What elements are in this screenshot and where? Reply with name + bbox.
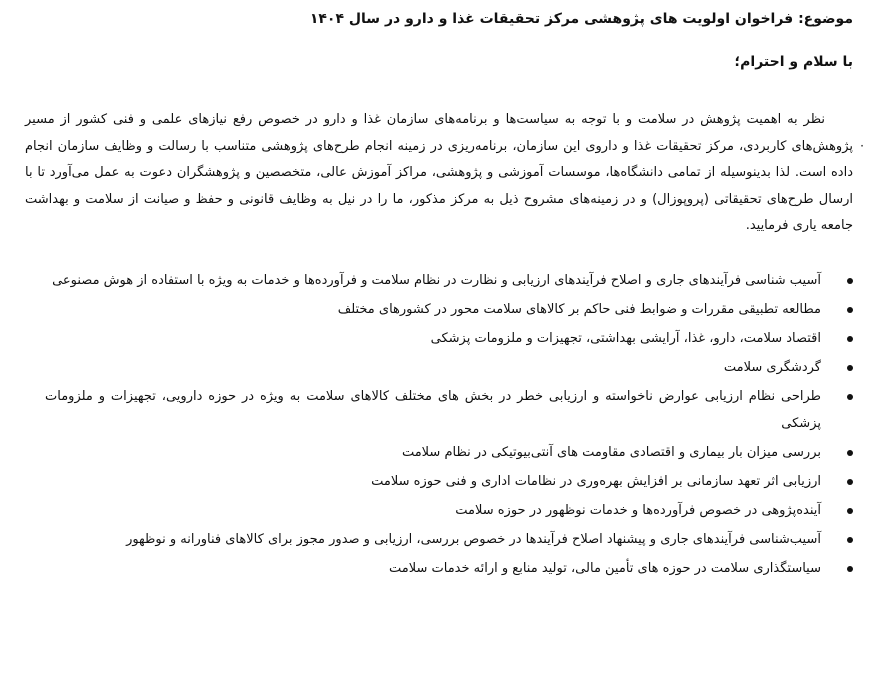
letter-body-paragraph: نظر به اهمیت پژوهش در سلامت و با توجه به سیاست‌ها و برنامه‌های سازمان غذا و دارو در خصوص رفع نیازهای علمی و فنی کشور از مسیر پژوهش‌های کاربردی، مرکز تحقیقات غذا و داروی این سازمان، برنامه‌ریزی در زمینه انجام طرح‌های پژوهشی متناسب با رسالت و وظایف سازمان انجام داده است. لذا بدینوسیله از تمامی دانشگاه‌ها، موسسات آموزشی و پژوهشی، مراکز آموزش عالی، متخصصین و پژوهشگران دعوت به عمل می‌آورد تا با ارسال طرح‌های تحقیقاتی (پروپوزال) و در زمینه‌های مشروح ذیل به مرکز مذکور، ما را در نیل به وظایف قانونی و حفظ و صیانت از سلامت و بهداشت جامعه یاری فرمایید.: [25, 112, 853, 233]
bullet-icon: [847, 278, 853, 284]
priority-list: [45, 268, 853, 585]
bullet-icon: [847, 508, 853, 514]
priority-item-text: طراحی نظام ارزیابی عوارض ناخواسته و ارزیابی خطر در بخش های مختلف کالاهای سلامت به ویژه در حوزه دارویی، تجهیزات و ملزومات پزشکی: [45, 389, 821, 431]
bullet-icon: [847, 566, 853, 572]
priority-item: [45, 326, 853, 353]
priority-item: [45, 556, 853, 583]
priority-item: [45, 355, 853, 382]
priority-item: [45, 297, 853, 324]
margin-dot-mark: ·: [860, 139, 864, 153]
bullet-icon: [847, 365, 853, 371]
letter-greeting: با سلام و احترام؛: [734, 54, 853, 70]
priority-item-text: آینده‌پژوهی در خصوص فرآورده‌ها و خدمات نوظهور در حوزه سلامت: [455, 502, 821, 518]
bullet-icon: [847, 394, 853, 400]
bullet-icon: [847, 537, 853, 543]
priority-item-text: آسیب‌شناسی فرآیندهای جاری و پیشنهاد اصلاح فرآیندها در خصوص بررسی، ارزیابی و صدور مجوز برای کالاهای فناورانه و نوظهور: [126, 531, 821, 547]
priority-item-text: بررسی میزان بار بیماری و اقتصادی مقاومت های آنتی‌بیوتیکی در نظام سلامت: [401, 444, 821, 460]
priority-item-text: ارزیابی اثر تعهد سازمانی بر افزایش بهره‌وری در نظامات اداری و فنی حوزه سلامت: [371, 473, 821, 489]
bullet-icon: [847, 450, 853, 456]
priority-item-text: سیاستگذاری سلامت در حوزه های تأمین مالی، تولید منابع و ارائه خدمات سلامت: [389, 560, 821, 576]
priority-item: [45, 268, 853, 295]
priority-item-text: آسیب شناسی فرآیندهای جاری و اصلاح فرآیندهای ارزیابی و نظارت در نظام سلامت و فرآورده‌ها و خدمات به ویژه با استفاده از هوش مصنوعی: [52, 273, 821, 288]
priority-item: [45, 498, 853, 525]
priority-item: [45, 440, 853, 467]
bullet-icon: [847, 479, 853, 485]
bullet-icon: [847, 307, 853, 313]
letter-subject: موضوع: فراخوان اولویت های پژوهشی مرکز تحقیقات غذا و دارو در سال ۱۴۰۴: [309, 11, 853, 27]
priority-item-text: گردشگری سلامت: [723, 360, 821, 375]
priority-item-text: اقتصاد سلامت، دارو، غذا، آرایشی بهداشتی، تجهیزات و ملزومات پزشکی: [430, 331, 821, 346]
bullet-icon: [847, 336, 853, 342]
priority-item: [45, 527, 853, 554]
priority-item-text: مطالعه تطبیقی مقررات و ضوابط فنی حاکم بر کالاهای سلامت محور در کشورهای مختلف: [337, 302, 821, 317]
priority-item: [45, 469, 853, 496]
priority-item: [45, 384, 853, 437]
